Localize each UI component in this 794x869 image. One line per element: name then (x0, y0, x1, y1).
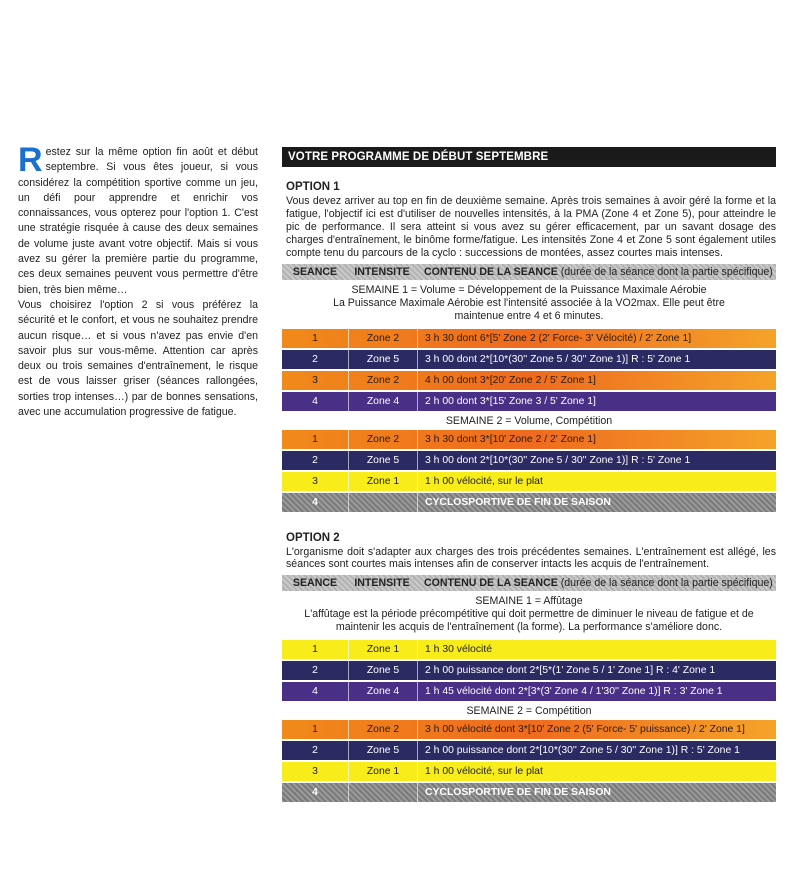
option2-week1-table (282, 640, 776, 701)
intensite-cell: Zone 2 (348, 371, 418, 390)
table-row (282, 762, 776, 781)
table-row (282, 720, 776, 739)
intensite-cell: Zone 1 (348, 472, 418, 491)
contenu-cell: CYCLOSPORTIVE DE FIN DE SAISON (425, 496, 611, 508)
contenu-cell: 2 h 00 dont 3*[15' Zone 3 / 5' Zone 1] (425, 395, 596, 407)
contenu-cell: 3 h 00 vélocité dont 3*[10' Zone 2 (5' Force- 5' puissance) / 2' Zone 1] (425, 724, 745, 736)
contenu-cell: 3 h 30 dont 6*[5' Zone 2 (2' Force- 3' Vélocité) / 2' Zone 1] (425, 332, 692, 344)
table-header (282, 264, 776, 280)
intensite-cell: Zone 2 (348, 720, 418, 739)
intensite-cell: Zone 2 (348, 430, 418, 449)
intro-paragraph-2: Vous choisirez l'option 2 si vous préférez la sécurité et le confort, et vous ne souhaitez prendre aucun risque… et si vous n'avez pas envie d'en savoir plus sur vous-même. Attention car après deux ou trois semaines d'entraînement, le risque est de vous laisser griser (séances rallongées, sorties trop intenses…) par de bonnes sensations, avec une accumulation progressive de fatigue. (18, 298, 258, 419)
program-panel (282, 147, 776, 802)
option2-week1-note: L'affûtage est la période précompétitive qui doit permettre de diminuer le niveau de fatigue et de maintenir les acquis de l'entraînement (la forme). La performance s'améliore donc. (304, 608, 754, 634)
table-row (282, 682, 776, 701)
option1-text: Vous devez arriver au top en fin de deuxième semaine. Après trois semaines à avoir géré la forme et la fatigue, l'objectif ici est d'utiliser de nouvelles intensités, à la PMA (Zone 4 et Zone 5), pour atteindre le pic de performance. Il sera atteint si vous avez su gérer efficacement, par un savant dosage des charges d'entraînement, le binôme forme/fatigue. Les intensités Zone 4 et Zone 5 sont également utiles compte tenu du parcours de la cyclo : successions de montées, assez courtes mais intenses. (286, 195, 776, 259)
table-row (282, 741, 776, 760)
table-row (282, 392, 776, 411)
intensite-cell: Zone 1 (348, 762, 418, 781)
table-row (282, 661, 776, 680)
contenu-cell: 2 h 00 puissance dont 2*[5*(1' Zone 5 / 1' Zone 1] R : 4' Zone 1 (425, 665, 716, 677)
table-row (282, 783, 776, 802)
option2-week1-title: SEMAINE 1 = Affûtage (475, 595, 583, 608)
intensite-cell: Zone 5 (348, 451, 418, 470)
header-seance: SEANCE (292, 577, 338, 590)
header-contenu (416, 264, 776, 280)
intro-text-1: estez sur la même option fin août et début septembre. Si vous êtes joueur, si vous considérez la compétition sportive comme un jeu, un défi pour apprendre et enrichir vos connaissances, vous opterez pour l'option 1. C'est une stratégie risquée à cause des deux semaines de volume juste avant votre objectif. Mais si vous avez su gérer la première partie du programme, ces deux semaines peuvent vous permettre d'être bien, très bien même… (18, 146, 258, 296)
program-banner: VOTRE PROGRAMME DE DÉBUT SEPTEMBRE (282, 147, 776, 167)
option2-title: OPTION 2 (286, 531, 340, 544)
seance-cell: 4 (312, 787, 318, 799)
seance-cell: 1 (312, 644, 318, 656)
table-row (282, 493, 776, 512)
option2-text: L'organisme doit s'adapter aux charges des trois précédentes semaines. L'entraînement est allégé, les séances sont courtes mais intenses afin de conserver intacts les acquis de l'entraînement. (286, 545, 776, 571)
contenu-cell: 3 h 00 dont 2*[10*(30'' Zone 5 / 30'' Zone 1)] R : 5' Zone 1 (425, 353, 691, 365)
option1-week1-title: SEMAINE 1 = Volume = Développement de la Puissance Maximale Aérobie (351, 283, 707, 296)
intro-column (18, 141, 258, 420)
table-row (282, 430, 776, 449)
table-row (282, 329, 776, 348)
table-row (282, 451, 776, 470)
seance-cell: 2 (312, 665, 318, 677)
drop-cap: R (18, 141, 43, 179)
header-contenu-label: CONTENU DE LA SEANCE (424, 265, 558, 278)
header-intensite: INTENSITE (354, 577, 410, 590)
option2-week2-title: SEMAINE 2 = Compétition (466, 705, 592, 718)
header-contenu (416, 575, 776, 591)
option1-week2-title: SEMAINE 2 = Volume, Compétition (445, 414, 613, 427)
seance-cell: 3 (312, 374, 318, 386)
seance-cell: 2 (312, 353, 318, 365)
header-seance: SEANCE (292, 265, 338, 278)
intensite-cell: Zone 5 (348, 741, 418, 760)
seance-cell: 1 (312, 433, 318, 445)
table-header-2 (282, 575, 776, 591)
intensite-cell: Zone 5 (348, 350, 418, 369)
option1-week1-table (282, 329, 776, 411)
table-row (282, 371, 776, 390)
contenu-cell: 1 h 00 vélocité, sur le plat (425, 475, 543, 487)
contenu-cell: CYCLOSPORTIVE DE FIN DE SAISON (425, 787, 611, 799)
contenu-cell: 3 h 30 dont 3*[10' Zone 2 / 2' Zone 1] (425, 433, 596, 445)
contenu-cell: 4 h 00 dont 3*[20' Zone 2 / 5' Zone 1] (425, 374, 596, 386)
contenu-cell: 1 h 30 vélocité (425, 644, 493, 656)
contenu-cell: 3 h 00 dont 2*[10*(30'' Zone 5 / 30'' Zone 1)] R : 5' Zone 1 (425, 454, 691, 466)
option2-week2-table (282, 720, 776, 802)
contenu-cell: 1 h 45 vélocité dont 2*[3*(3' Zone 4 / 1'30'' Zone 1)] R : 3' Zone 1 (425, 686, 723, 698)
seance-cell: 3 (312, 475, 318, 487)
table-row (282, 472, 776, 491)
option1-title: OPTION 1 (286, 181, 340, 193)
seance-cell: 4 (312, 686, 318, 698)
contenu-cell: 1 h 00 vélocité, sur le plat (425, 766, 543, 778)
seance-cell: 2 (312, 454, 318, 466)
header-contenu-note: (durée de la séance dont la partie spécifique) (560, 577, 773, 590)
option1-week1-note: La Puissance Maximale Aérobie est l'intensité associée à la VO2max. Elle peut être maintenue entre 4 et 6 minutes. (333, 296, 725, 322)
intensite-cell: Zone 4 (348, 392, 418, 411)
contenu-cell: 2 h 00 puissance dont 2*[10*(30'' Zone 5 / 30'' Zone 1)] R : 5' Zone 1 (425, 745, 740, 757)
intensite-cell: Zone 5 (348, 661, 418, 680)
intensite-cell: Zone 2 (348, 329, 418, 348)
intensite-cell: Zone 1 (348, 640, 418, 659)
intro-paragraph-1 (18, 141, 258, 298)
seance-cell: 4 (312, 496, 318, 508)
table-row (282, 640, 776, 659)
header-contenu-note: (durée de la séance dont la partie spécifique) (560, 265, 773, 278)
option1-week2-table (282, 430, 776, 512)
seance-cell: 1 (312, 332, 318, 344)
intensite-cell (348, 493, 418, 512)
header-intensite: INTENSITE (354, 265, 410, 278)
seance-cell: 1 (312, 724, 318, 736)
seance-cell: 4 (312, 395, 318, 407)
table-row (282, 350, 776, 369)
seance-cell: 3 (312, 766, 318, 778)
seance-cell: 2 (312, 745, 318, 757)
header-contenu-label: CONTENU DE LA SEANCE (424, 577, 558, 590)
intensite-cell (348, 783, 418, 802)
intensite-cell: Zone 4 (348, 682, 418, 701)
